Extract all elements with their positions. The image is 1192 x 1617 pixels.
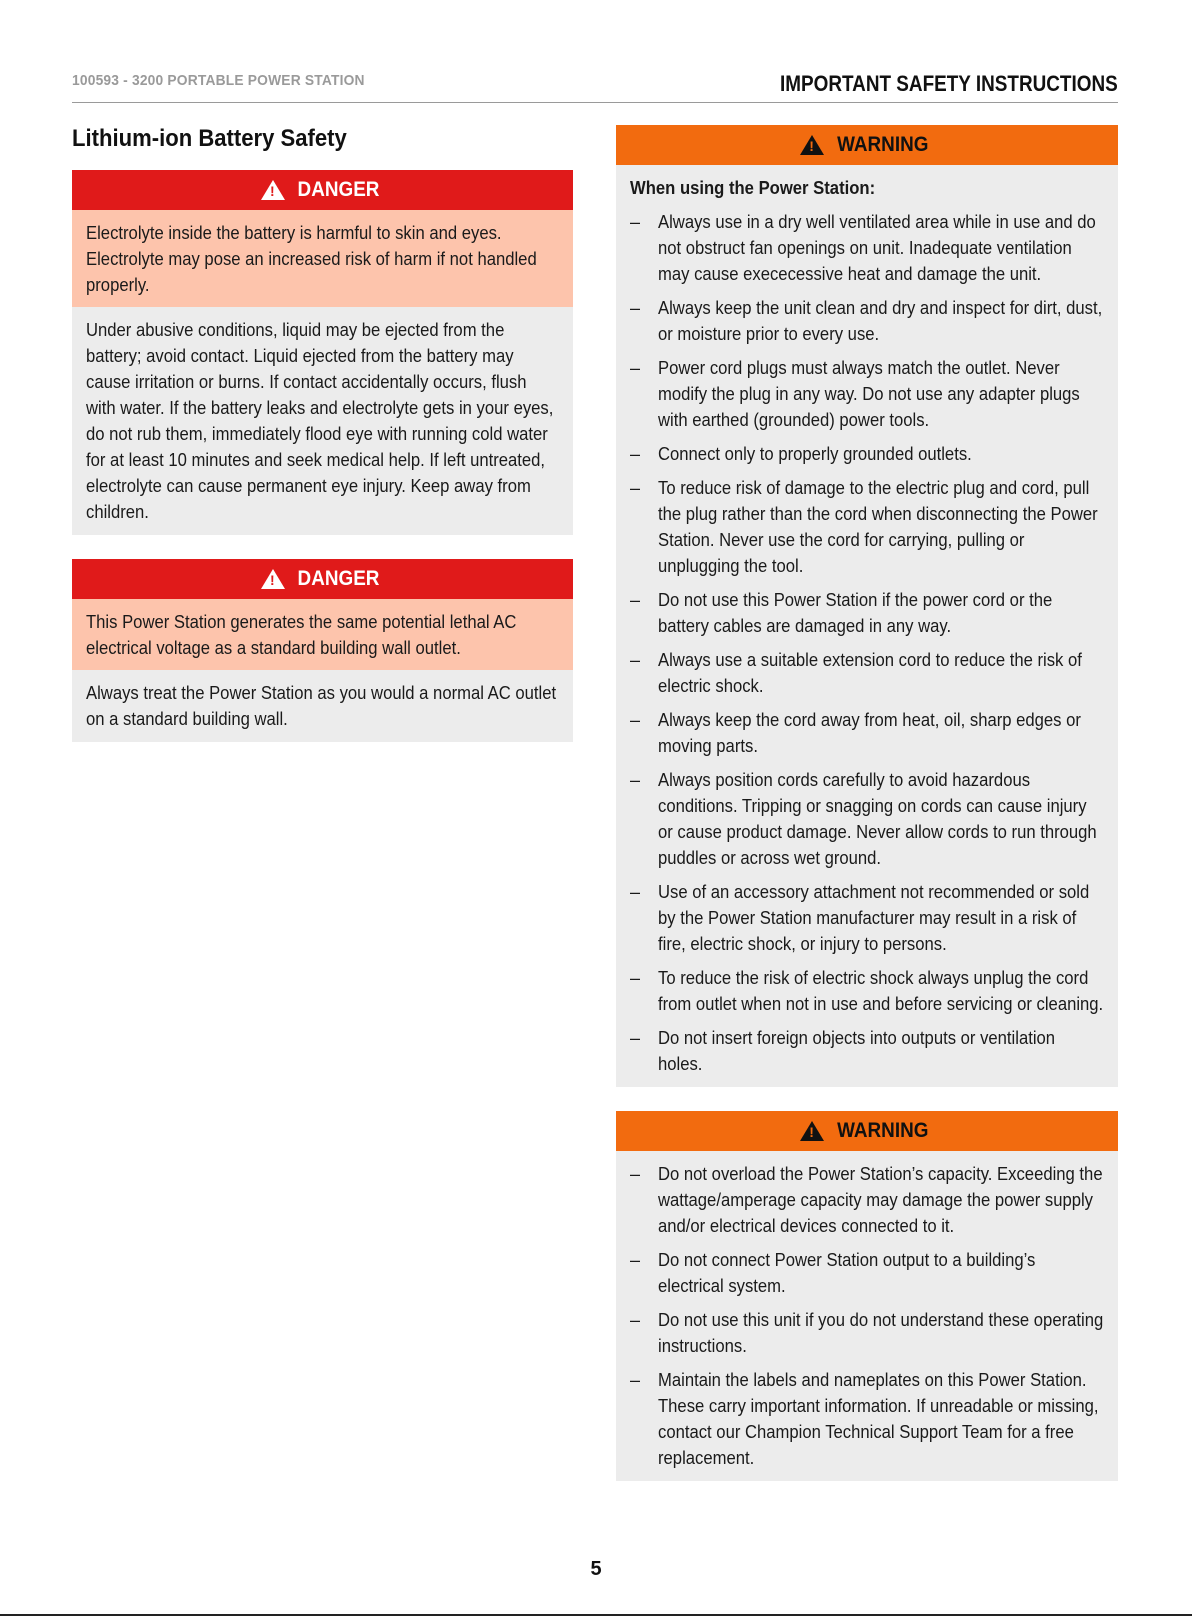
list-item: – Power cord plugs must always match the outlet. Never modify the plug in any way. Do not use any adapter plugs with earthed (grounded) power tools. <box>630 355 1104 433</box>
dash-bullet: – <box>630 882 641 902</box>
list-item: – Do not insert foreign objects into outputs or ventilation holes. <box>630 1025 1104 1077</box>
list-item: – Do not overload the Power Station’s capacity. Exceeding the wattage/amperage capacity may damage the power supply and/or electrical devices connected to it. <box>630 1161 1104 1239</box>
list-item: – To reduce the risk of electric shock always unplug the cord from outlet when not in use and before servicing or cleaning. <box>630 965 1104 1017</box>
dash-bullet: – <box>630 1370 641 1390</box>
warning-triangle-icon <box>800 135 824 155</box>
warning-label: WARNING <box>837 1119 929 1142</box>
danger-body-text: Always treat the Power Station as you would a normal AC outlet on a standard building wall. <box>86 683 557 729</box>
dash-bullet: – <box>630 1028 641 1048</box>
warning-header <box>616 1111 1118 1151</box>
warning-triangle-icon <box>800 1121 824 1141</box>
left-column <box>72 125 573 766</box>
danger-box-voltage <box>72 559 573 742</box>
dash-bullet: – <box>630 770 641 790</box>
warning-label: WARNING <box>837 133 929 156</box>
dash-bullet: – <box>630 298 641 318</box>
bottom-rule <box>0 1614 1192 1616</box>
list-item: – Always position cords carefully to avoid hazardous conditions. Tripping or snagging on cords can cause injury or cause product damage. Never allow cords to run through puddles or across wet ground. <box>630 767 1104 871</box>
warning-triangle-icon <box>261 180 285 200</box>
danger-highlight-text: Electrolyte inside the battery is harmful to skin and eyes. Electrolyte may pose an increased risk of harm if not handled properly. <box>86 223 537 295</box>
dash-bullet: – <box>630 710 641 730</box>
header-right-title: IMPORTANT SAFETY INSTRUCTIONS <box>780 71 1118 96</box>
list-item: – Always keep the cord away from heat, oil, sharp edges or moving parts. <box>630 707 1104 759</box>
list-item: – Always use a suitable extension cord to reduce the risk of electric shock. <box>630 647 1104 699</box>
list-item: – Do not use this unit if you do not understand these operating instructions. <box>630 1307 1104 1359</box>
list-item: – Do not use this Power Station if the power cord or the battery cables are damaged in any way. <box>630 587 1104 639</box>
danger-label: DANGER <box>297 178 380 201</box>
danger-body-panel <box>72 670 573 742</box>
warning-header <box>616 125 1118 165</box>
warning-body-panel <box>616 1151 1118 1481</box>
dash-bullet: – <box>630 444 641 464</box>
warning-box-capacity <box>616 1111 1118 1481</box>
dash-bullet: – <box>630 1250 641 1270</box>
danger-highlight-panel <box>72 210 573 307</box>
danger-body-text: Under abusive conditions, liquid may be ejected from the battery; avoid contact. Liquid ejected from the battery may cause irritation or burns. If contact accidentally occurs, flush with water. If the battery leaks and electrolyte gets in your eyes, do not rub them, immediately flood eye with running cold water for at least 10 minutes and seek medical help. If left untreated, electrolyte can cause permanent eye injury. Keep away from children. <box>86 320 554 522</box>
danger-label: DANGER <box>297 567 380 590</box>
dash-bullet: – <box>630 968 641 988</box>
list-item: – Do not connect Power Station output to a building’s electrical system. <box>630 1247 1104 1299</box>
section-title: Lithium-ion Battery Safety <box>72 125 347 152</box>
danger-highlight-text: This Power Station generates the same potential lethal AC electrical voltage as a standard building wall outlet. <box>86 612 517 658</box>
dash-bullet: – <box>630 478 641 498</box>
danger-box-battery <box>72 170 573 535</box>
danger-header <box>72 170 573 210</box>
list-item: – Always keep the unit clean and dry and inspect for dirt, dust, or moisture prior to every use. <box>630 295 1104 347</box>
list-item: – Maintain the labels and nameplates on this Power Station. These carry important information. If unreadable or missing, contact our Champion Technical Support Team for a free replacement. <box>630 1367 1104 1471</box>
warning-body-panel <box>616 165 1118 1087</box>
header-rule <box>72 102 1118 103</box>
list-item: – Connect only to properly grounded outlets. <box>630 441 1104 467</box>
danger-highlight-panel <box>72 599 573 670</box>
danger-header <box>72 559 573 599</box>
danger-body-panel <box>72 307 573 535</box>
dash-bullet: – <box>630 1164 641 1184</box>
list-item: – Always use in a dry well ventilated area while in use and do not obstruct fan openings on unit. Inadequate ventilation may cause exececessive heat and damage the unit. <box>630 209 1104 287</box>
warning-list <box>630 1161 1104 1471</box>
warning-list <box>630 209 1104 1077</box>
dash-bullet: – <box>630 650 641 670</box>
warning-box-usage <box>616 125 1118 1087</box>
list-item: – Use of an accessory attachment not recommended or sold by the Power Station manufacturer may result in a risk of fire, electric shock, or injury to persons. <box>630 879 1104 957</box>
warning-triangle-icon <box>261 569 285 589</box>
warning-subtitle: When using the Power Station: <box>630 178 876 198</box>
dash-bullet: – <box>630 212 641 232</box>
dash-bullet: – <box>630 1310 641 1330</box>
right-column <box>616 125 1118 1505</box>
dash-bullet: – <box>630 590 641 610</box>
header-left-label: 100593 - 3200 PORTABLE POWER STATION <box>72 72 365 89</box>
list-item: – To reduce risk of damage to the electric plug and cord, pull the plug rather than the cord when disconnecting the Power Station. Never use the cord for carrying, pulling or unplugging the tool. <box>630 475 1104 579</box>
page-number: 5 <box>590 1558 602 1580</box>
dash-bullet: – <box>630 358 641 378</box>
